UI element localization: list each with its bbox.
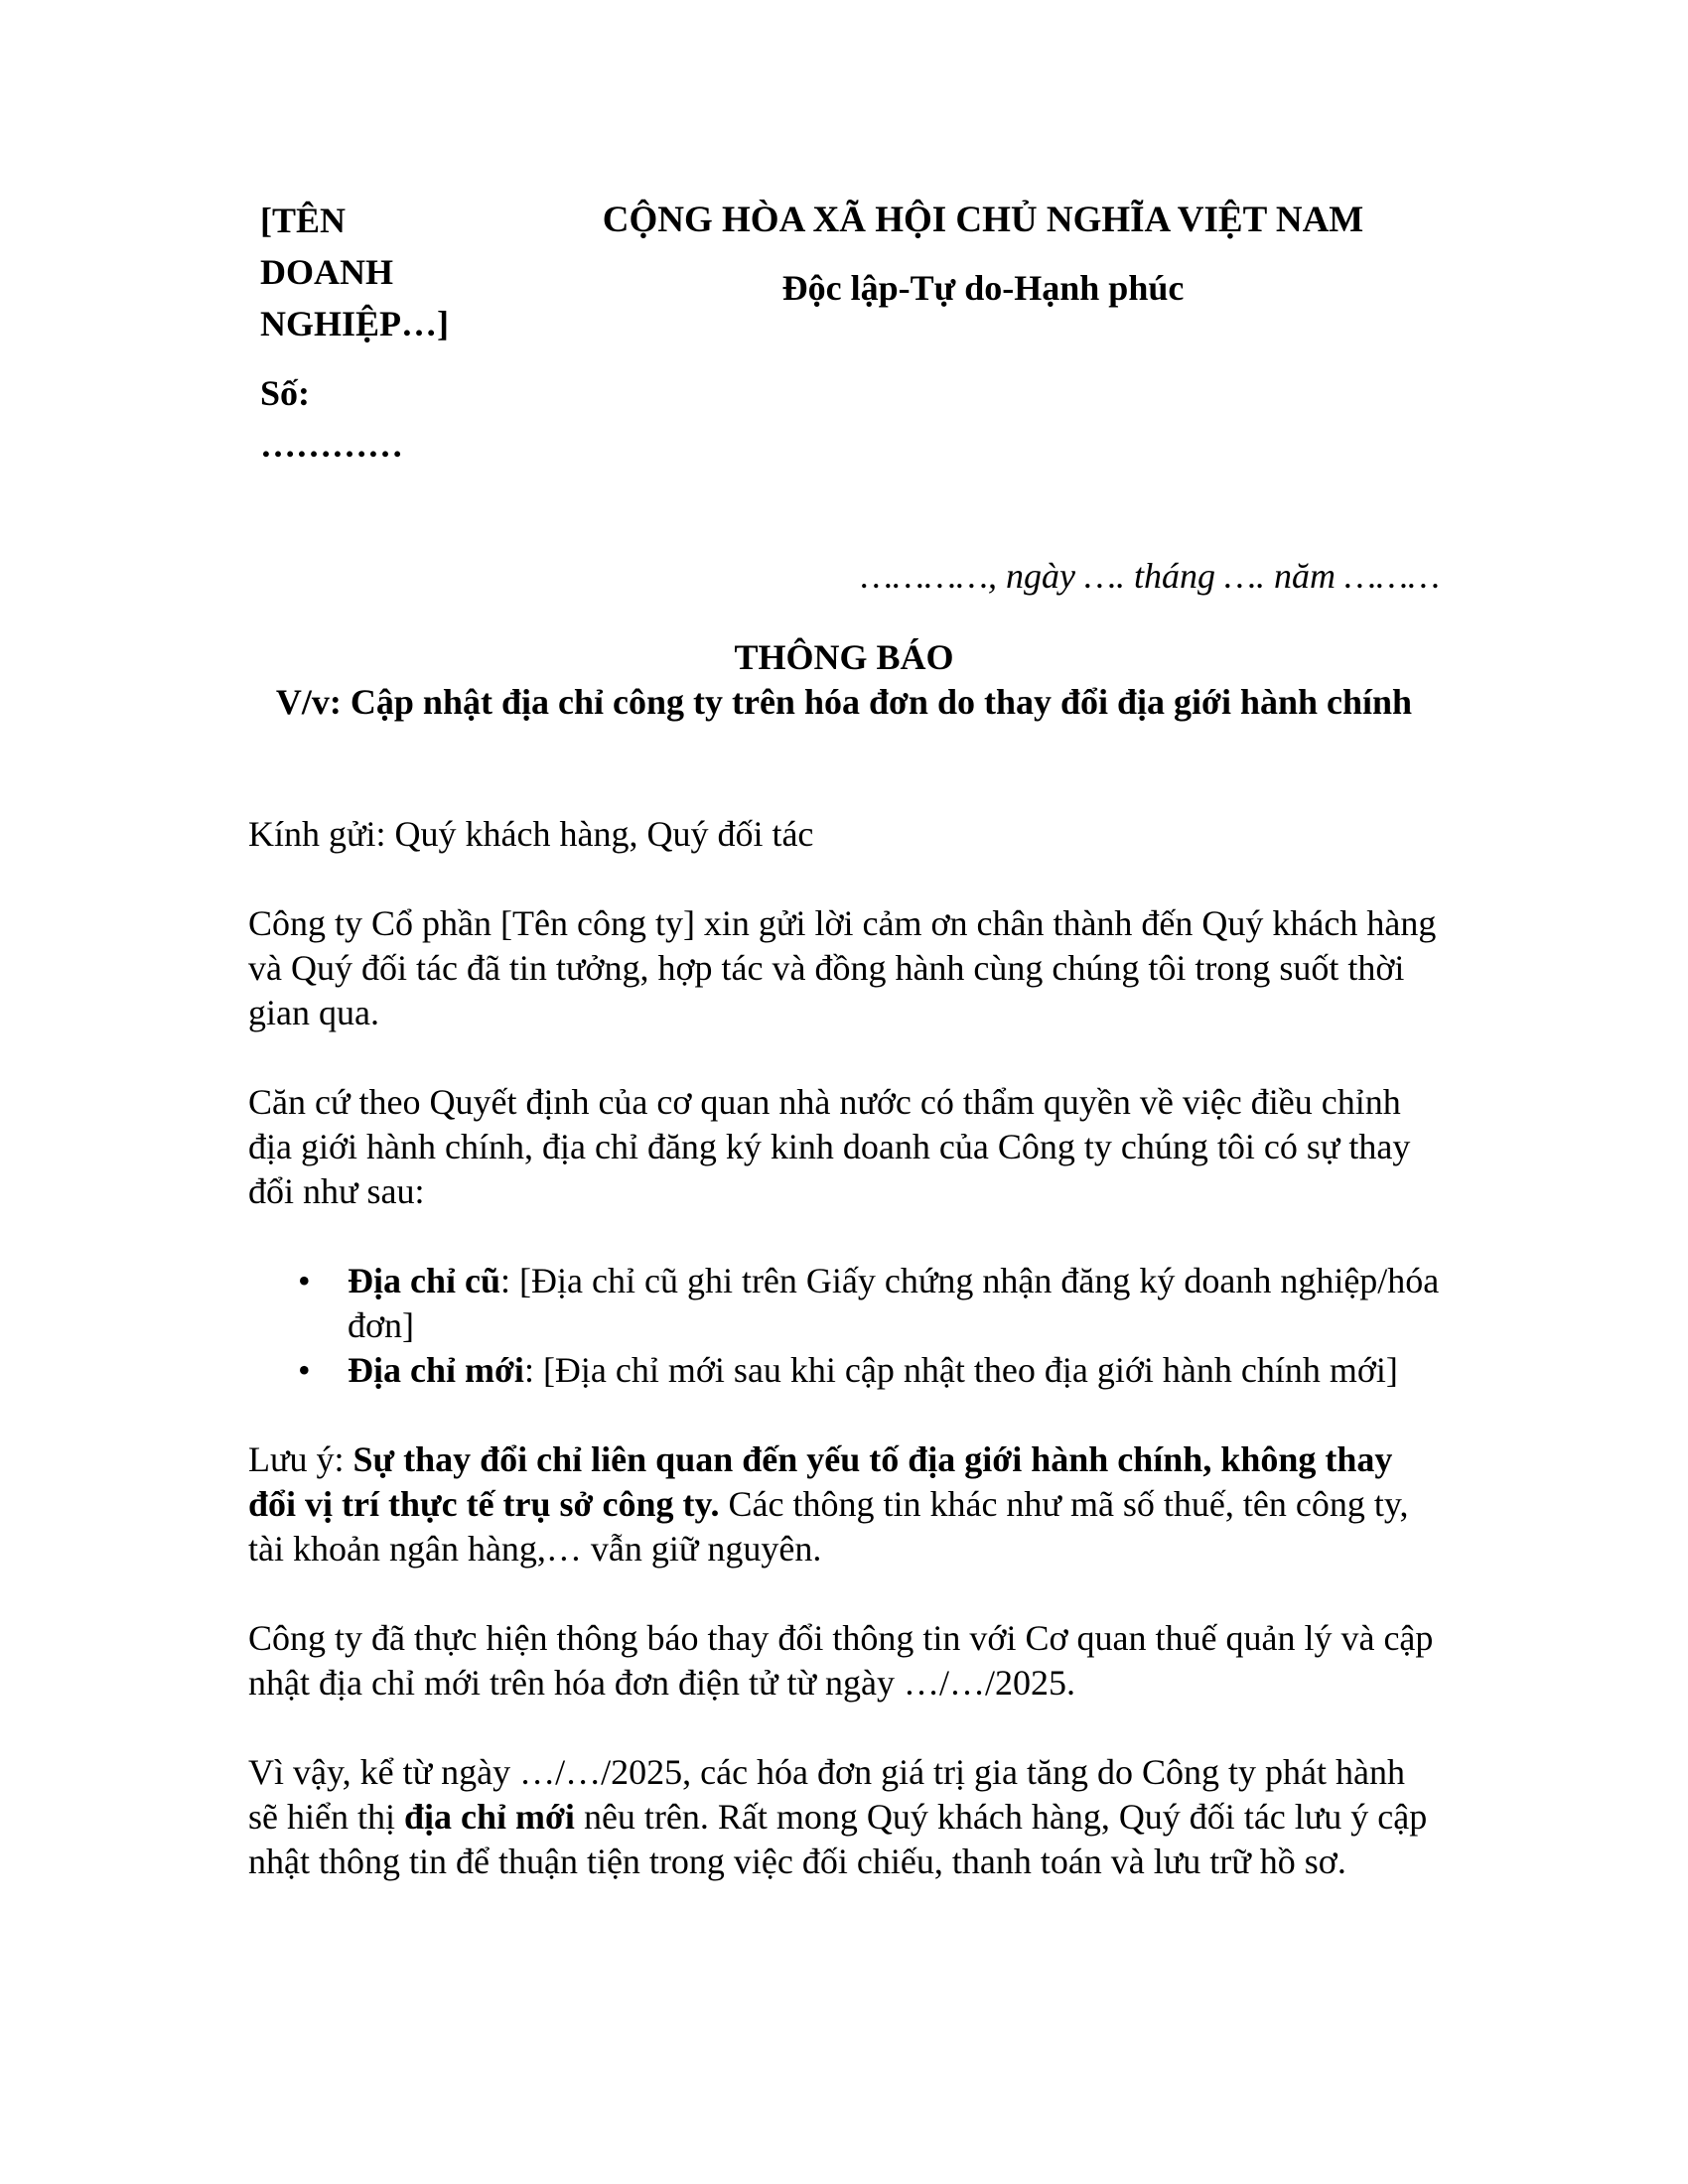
bullet-icon: •: [298, 1350, 311, 1390]
old-address-text: : [Địa chỉ cũ ghi trên Giấy chứng nhận đăng ký doanh nghiệp/hóa đơn]: [348, 1261, 1440, 1345]
document-title: [248, 635, 1440, 725]
new-address-text: : [Địa chỉ mới sau khi cập nhật theo địa giới hành chính mới]: [523, 1350, 1398, 1390]
greeting: Kính gửi: Quý khách hàng, Quý đối tác: [248, 814, 814, 854]
date-line: …………, ngày …. tháng …. năm ………: [860, 556, 1440, 596]
note-prefix: Lưu ý:: [248, 1439, 353, 1479]
address-list: [248, 1259, 1440, 1393]
document-number: [260, 367, 518, 471]
national-motto: Độc lập-Tự do-Hạnh phúc: [781, 268, 1185, 308]
company-name-line-2: DOANH: [260, 252, 393, 292]
document-body: [248, 812, 1440, 1929]
national-header: [467, 195, 1499, 314]
bullet-icon: •: [298, 1261, 311, 1300]
list-item-old-address: [298, 1259, 1440, 1348]
list-item-new-address: [298, 1348, 1440, 1393]
country-name: CỘNG HÒA XÃ HỘI CHỦ NGHĨA VIỆT NAM: [602, 200, 1364, 240]
paragraph-basis: Căn cứ theo Quyết định của cơ quan nhà nước có thẩm quyền về việc điều chỉnh địa giới hành chính, địa chỉ đăng ký kinh doanh của Công ty chúng tôi có sự thay đổi như sau:: [248, 1082, 1411, 1211]
paragraph-done: Công ty đã thực hiện thông báo thay đổi thông tin với Cơ quan thuế quản lý và cập nhật địa chỉ mới trên hóa đơn điện tử từ ngày …/…/2025.: [248, 1618, 1434, 1703]
document-number-label: Số:: [260, 373, 311, 413]
final-after: nêu trên. Rất mong Quý khách hàng, Quý đối tác lưu ý cập nhật thông tin để thuận tiện trong việc đối chiếu, thanh toán và lưu trữ hồ sơ.: [248, 1797, 1428, 1881]
company-name-line-1: [TÊN: [260, 201, 347, 240]
note-rest: Các thông tin khác như mã số thuế, tên công ty, tài khoản ngân hàng,… vẫn giữ nguyên.: [248, 1484, 1409, 1569]
paragraph-final: [248, 1750, 1440, 1884]
title-subject: V/v: Cập nhật địa chỉ công ty trên hóa đơn do thay đổi địa giới hành chính: [275, 682, 1413, 722]
final-before: Vì vậy, kể từ ngày …/…/2025, các hóa đơn giá trị gia tăng do Công ty phát hành sẽ hiển thị: [248, 1752, 1405, 1837]
document-number-value: …………: [260, 425, 403, 465]
note-emphasis: Sự thay đổi chỉ liên quan đến yếu tố địa giới hành chính, không thay đổi vị trí thực tế trụ sở công ty.: [248, 1439, 1393, 1524]
new-address-label: Địa chỉ mới: [348, 1350, 524, 1390]
company-name-line-3: NGHIỆP…]: [260, 304, 450, 343]
final-emphasis: địa chỉ mới: [403, 1797, 575, 1837]
title-heading: THÔNG BÁO: [734, 637, 954, 677]
paragraph-thanks: Công ty Cổ phần [Tên công ty] xin gửi lời cảm ơn chân thành đến Quý khách hàng và Quý đối tác đã tin tưởng, hợp tác và đồng hành cùng chúng tôi trong suốt thời gian qua.: [248, 903, 1437, 1032]
old-address-label: Địa chỉ cũ: [348, 1261, 501, 1300]
note-paragraph: [248, 1437, 1440, 1571]
